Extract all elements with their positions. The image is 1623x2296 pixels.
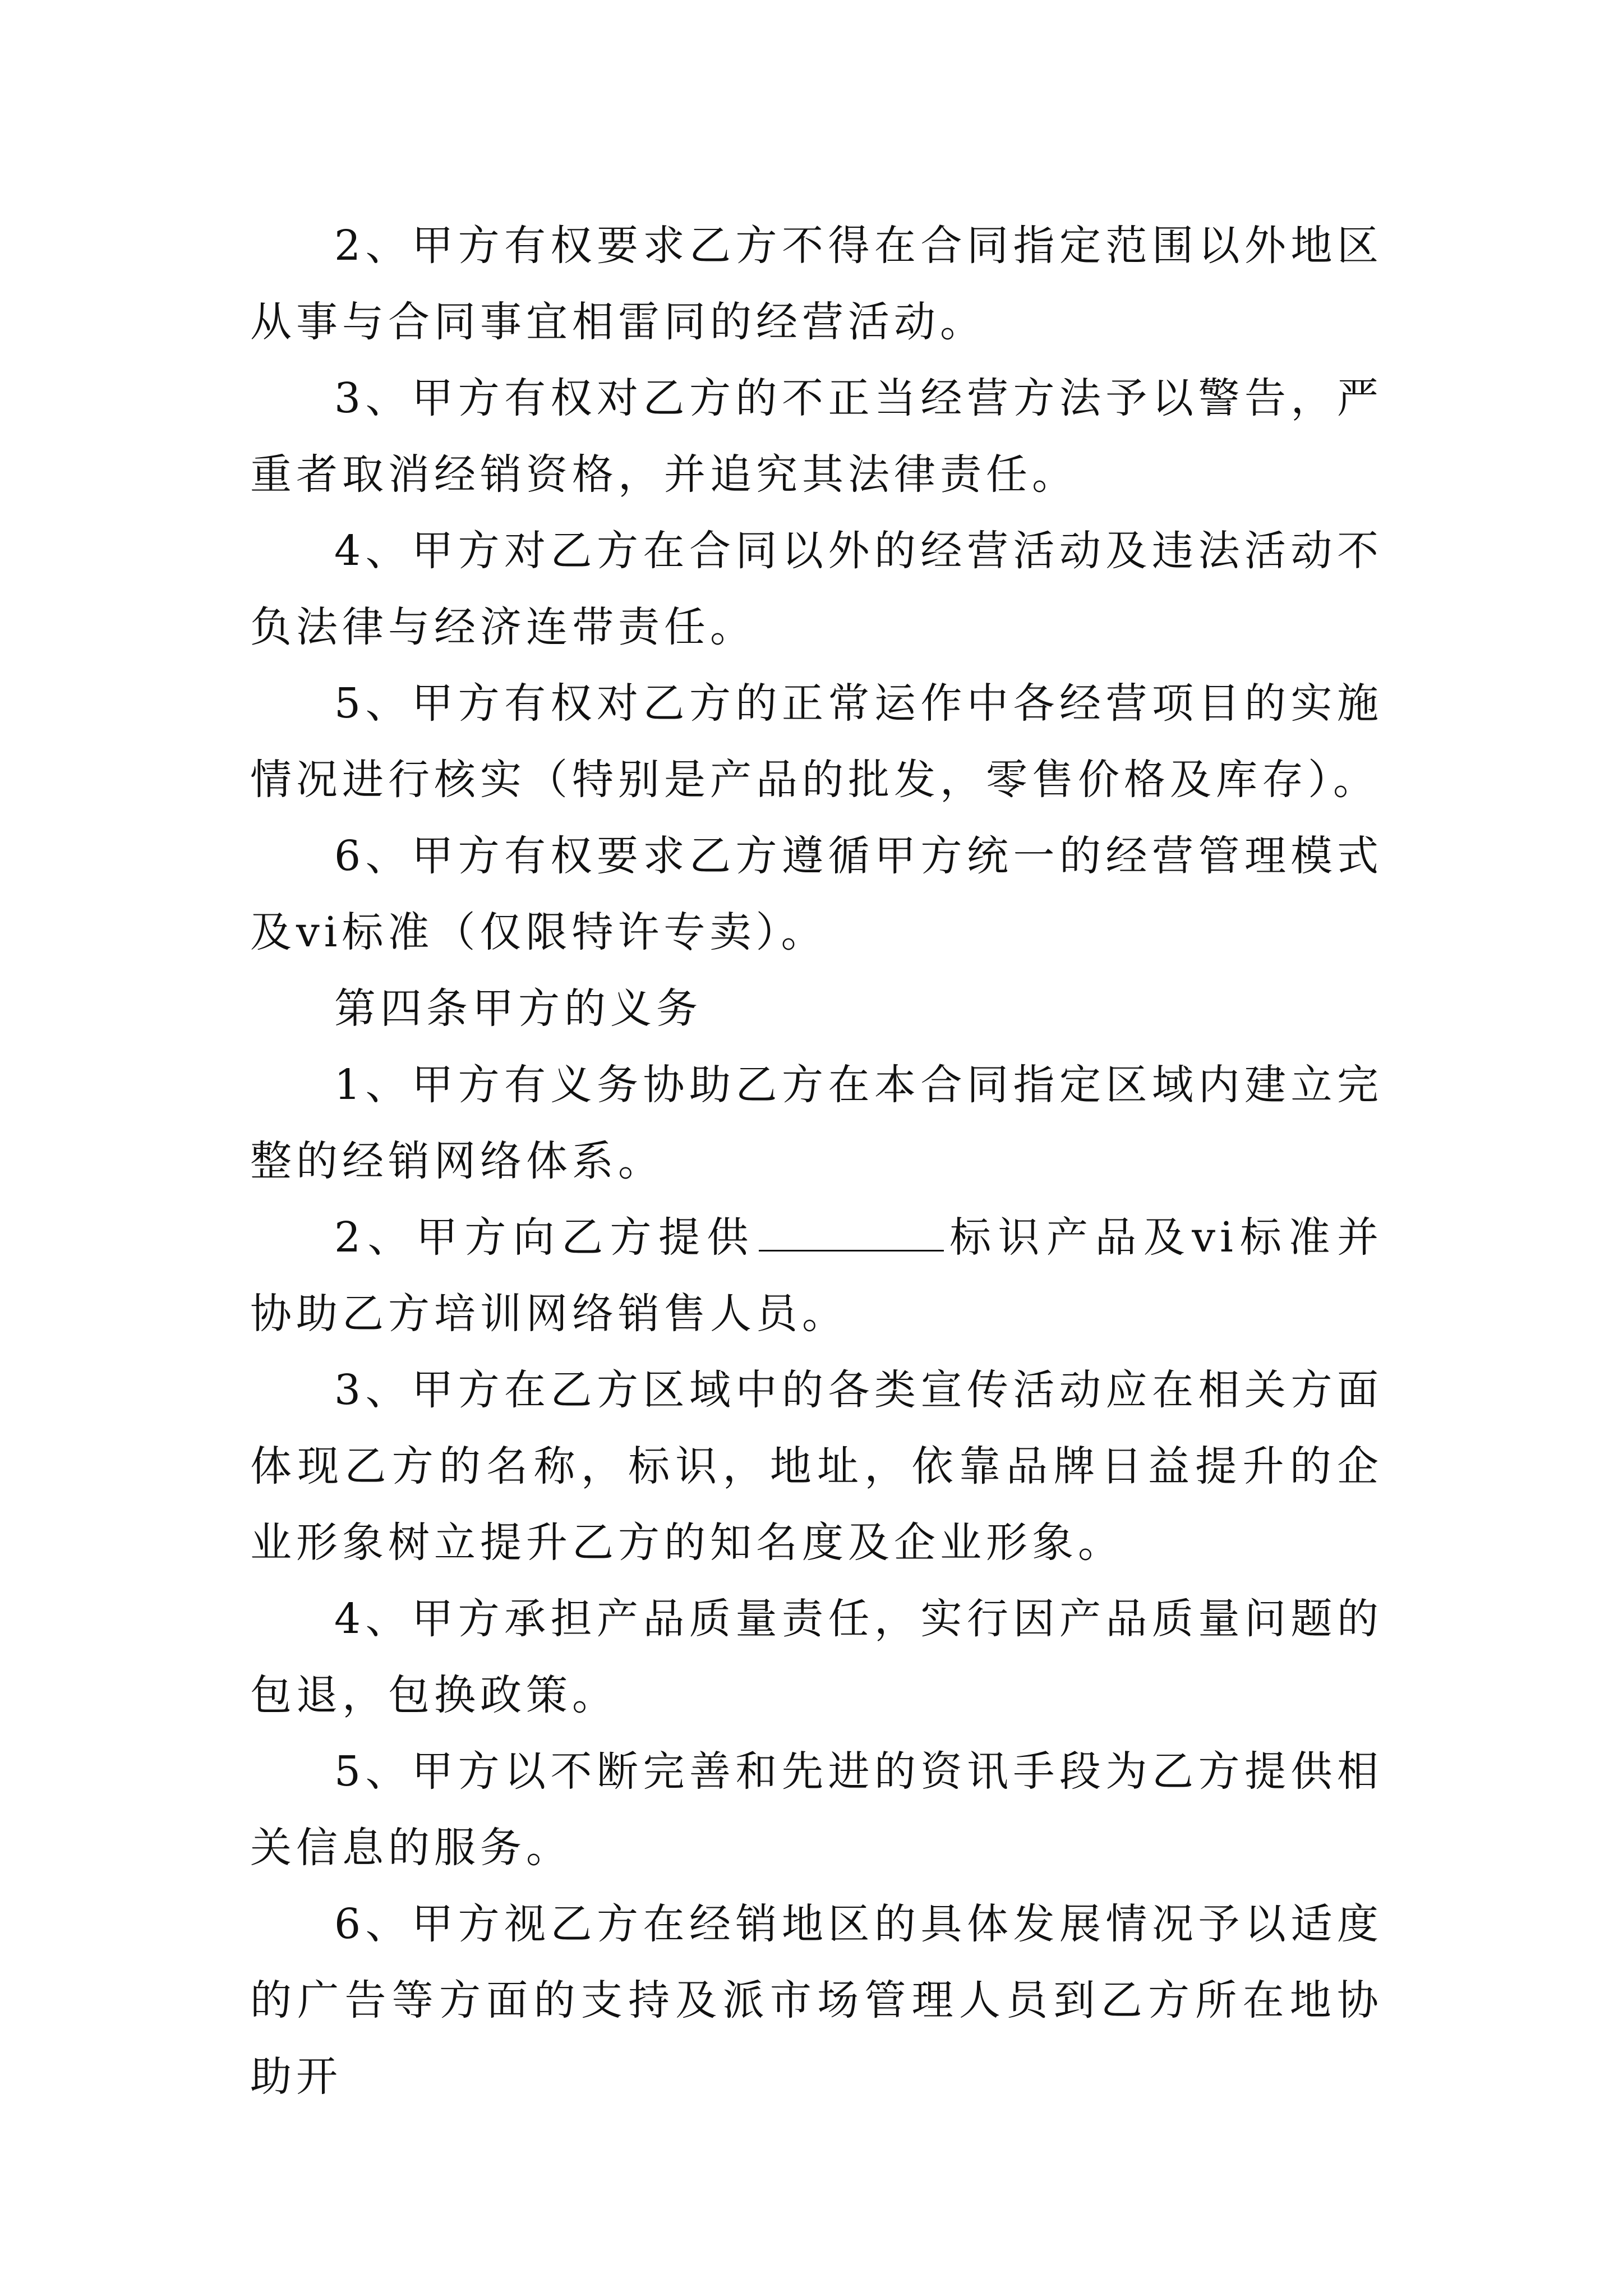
section-heading: 第四条甲方的义务 (334, 984, 702, 1033)
obligation-2-before: 2、甲方向乙方提供 (334, 1213, 755, 1262)
obligation-1: 1、甲方有义务协助乙方在本合同指定区域内建立完整的经销网络体系。 (250, 1061, 1383, 1185)
obligation-5: 5、甲方以不断完善和先进的资讯手段为乙方提供相关信息的服务。 (250, 1747, 1383, 1872)
document-body (250, 208, 1383, 2115)
clause-paragraph: 6、甲方有权要求乙方遵循甲方统一的经营管理模式及vi标准（仅限特许专卖）。 (250, 832, 1383, 956)
obligation-2-after: 标识产品及vi标准并协助乙方培训网络销售人员。 (250, 1213, 1383, 1338)
clause-paragraph: 3、甲方有权对乙方的不正当经营方法予以警告，严重者取消经销资格，并追究其法律责任。 (250, 374, 1383, 499)
clause-paragraph: 2、甲方有权要求乙方不得在合同指定范围以外地区从事与合同事宜相雷同的经营活动。 (250, 222, 1383, 346)
obligation-2 (250, 1199, 1383, 1352)
clause-paragraph: 4、甲方对乙方在合同以外的经营活动及违法活动不负法律与经济连带责任。 (250, 527, 1383, 651)
obligation-4: 4、甲方承担产品质量责任，实行因产品质量问题的包退，包换政策。 (250, 1595, 1383, 1719)
clause-paragraph: 5、甲方有权对乙方的正常运作中各经营项目的实施情况进行核实（特别是产品的批发，零售价格及库存）。 (250, 679, 1383, 804)
fill-in-blank (759, 1216, 944, 1251)
obligation-3: 3、甲方在乙方区域中的各类宣传活动应在相关方面体现乙方的名称，标识，地址，依靠品牌日益提升的企业形象树立提升乙方的知名度及企业形象。 (250, 1366, 1383, 1567)
obligation-6: 6、甲方视乙方在经销地区的具体发展情况予以适度的广告等方面的支持及派市场管理人员到乙方所在地协助开 (250, 1900, 1383, 2101)
